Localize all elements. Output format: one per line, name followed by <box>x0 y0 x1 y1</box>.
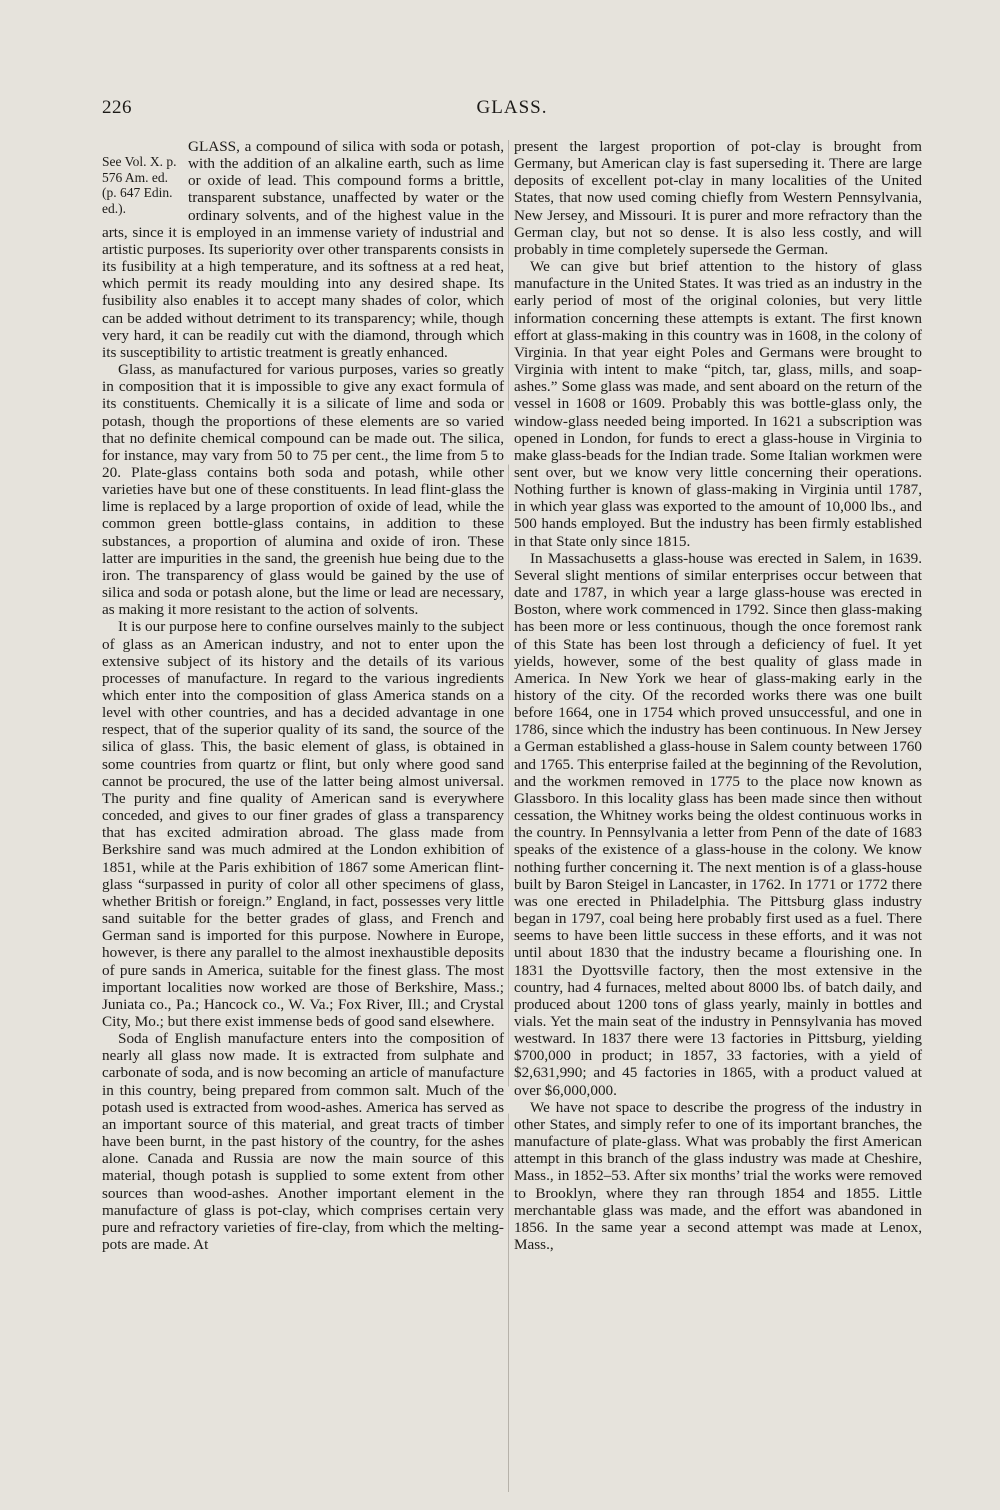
paragraph: It is our purpose here to confine ourselves mainly to the subject of glass as an American industry, and not to enter upon the extensive subject of its history and the details of its various processes of manufacture. In regard to the various ingredients which enter into the composition of glass America stands on a level with other countries, and has a decided advantage in one respect, that of the superior quality of its sand, the source of the silica of glass. This, the basic element of glass, is obtained in some countries from quartz or flint, but only where good sand cannot be procured, the use of the latter being almost universal. The purity and fine quality of American sand is everywhere conceded, and gives to our finer grades of glass a transparency that has excited admiration abroad. The glass made from Berkshire sand was much admired at the London exhibition of 1851, while at the Paris exhibition of 1867 some American flint-glass “surpassed in purity of color all other specimens of glass, whether British or foreign.” England, in fact, possesses very little sand suitable for the better grades of glass, and French and German sand is imported for this purpose. Nowhere in Europe, however, is there any parallel to the almost inexhaustible deposits of pure sands in America, suitable for the finest glass. The most important localities now worked are those of Berkshire, Mass.; Juniata co., Pa.; Hancock co., W. Va.; Fox River, Ill.; and Crystal City, Mo.; but there exist immense beds of good sand elsewhere. <box>102 618 504 1030</box>
paragraph: In Massachusetts a glass-house was erected in Salem, in 1639. Several slight mentions of similar enterprises occur between that date and 1787, in which year a large glass-house was erected in Boston, where work commenced in 1792. Since then glass-making has been more or less continuous, though the once foremost rank of this State has been lost through a deficiency of fuel. It yet yields, however, some of the best quality of glass made in America. In New York we hear of glass-making early in the history of the city. Of the recorded works there was one built before 1664, one in 1754 which proved unsuccessful, and one in 1786, since which the industry has been continuous. In New Jersey a German established a glass-house in Salem county between 1760 and 1765. This enterprise failed at the beginning of the Revolution, and the workmen removed in 1775 to the place now known as Glassboro. In this locality glass has been made since then without cessation, the Whitney works being the oldest continuous works in the country. In Pennsylvania a letter from Penn of the date of 1683 speaks of the existence of a glass-house in the colony. We know nothing further concerning it. The next mention is of a glass-house built by Baron Steigel in Lancaster, in 1762. In 1771 or 1772 there was one erected in Philadelphia. The Pittsburg glass industry began in 1797, coal being here probably first used as a fuel. There seems to have been little success in these efforts, and it was not until about 1830 that the industry became a flourishing one. In 1831 the Dyottsville factory, then the most extensive in the country, had 4 furnaces, melted about 8000 lbs. of batch daily, and produced about 1200 tons of glass yearly, mainly in bottles and vials. Yet the main seat of the industry in Pennsylvania has moved westward. In 1837 there were 13 factories in Pittsburg, yielding $700,000 in product; in 1857, 33 factories, with a yield of $2,631,990; and 45 factories in 1865, with a product valued at over $6,000,000. <box>514 549 923 1099</box>
margin-note: See Vol. X. p. 576 Am. ed. (p. 647 Edin. ed.). <box>102 154 177 216</box>
right-column <box>514 138 922 1253</box>
paragraph: Glass, as manufactured for various purposes, varies so greatly in composition that it is impossible to give any exact formula of its constituents. Chemically it is a silicate of lime and soda or potash, though the proportions of these elements are so varied that no definite chemical compound can be made out. The silica, for instance, may vary from 50 to 75 per cent., the lime from 5 to 20. Plate-glass contains both soda and potash, while other varieties have but one of these constituents. In lead flint-glass the lime is replaced by a large proportion of oxide of lead, while the common green bottle-glass contains, in addition to these substances, a proportion of alumina and oxide of iron. These latter are impurities in the sand, the greenish hue being due to the iron. The transparency of glass would be gained by the use of silica and soda or potash alone, but the lime or lead are necessary, as making it more resistant to the action of solvents. <box>102 361 504 619</box>
running-head: GLASS. <box>476 97 548 118</box>
page-number: 226 <box>102 97 132 118</box>
page-header <box>102 97 922 127</box>
paragraph-continued: present the largest proportion of pot-clay is brought from Germany, but American clay is fast superseding it. There are large deposits of excellent pot-clay in many localities of the United States, that now used coming chiefly from Western Pennsylvania, New Jersey, and Missouri. It is purer and more refractory than the German clay, but not so dense. It is also less costly, and will probably in time completely supersede the German. <box>514 138 922 258</box>
opening-text: a compound of silica with soda or potash, with the addition of an alkaline earth, such as lime or oxide of lead. This compound forms a brittle, transparent substance, unaffected by water or the ordinary solvents, and of the highest value in the arts, since it is employed in an immense variety of industrial and artistic purposes. Its superiority over other transparents consists in its fusibility at a high temperature, and its softness at a red heat, which permit its ready moulding into any desired shape. Its fusibility also enables it to accept many shades of color, which can be added without detriment to its transparency; while, though very hard, it can be readily cut with the diamond, through which its susceptibility to artistic treatment is greatly enhanced. <box>102 138 504 361</box>
headword: GLASS, <box>188 138 240 155</box>
article-opening-paragraph <box>102 138 504 361</box>
left-column <box>102 138 504 1253</box>
paragraph: Soda of English manufacture enters into the composition of nearly all glass now made. It is extracted from sulphate and carbonate of soda, and is now becoming an article of manufacture in this country, being prepared from common salt. Much of the potash used is extracted from wood-ashes. America has served as an important source of this material, and great tracts of timber have been burnt, in the past history of the country, for the ashes alone. Canada and Russia are now the main source of this material, though potash is supplied to some extent from other sources than wood-ashes. Another important element in the manufacture of glass is pot-clay, which comprises certain very pure and refractory varieties of fire-clay, from which the melting-pots are made. At <box>102 1030 504 1253</box>
paragraph: We have not space to describe the progress of the industry in other States, and simply refer to one of its important branches, the manufacture of plate-glass. What was probably the first American attempt in this branch of the glass industry was made at Cheshire, Mass., in 1852–53. After six months’ trial the works were removed to Brooklyn, where they ran through 1854 and 1855. Little merchantable glass was made, and the effort was abandoned in 1856. In the same year a second attempt was made at Lenox, Mass., <box>514 1098 922 1253</box>
column-divider <box>508 140 509 1492</box>
paragraph: We can give but brief attention to the history of glass manufacture in the United States. It was tried as an industry in the early period of most of the original colonies, but very little information concerning these attempts is extant. The first known effort at glass-making in this country was in 1608, in the colony of Virginia. In that year eight Poles and Germans were brought to Virginia with intent to make “pitch, tar, glass, mills, and soap-ashes.” Some glass was made, and sent aboard on the return of the vessel in 1608 or 1609. Probably this was bottle-glass only, the window-glass needed being imported. In 1621 a subscription was opened in London, for funds to erect a glass-house in Virginia to make glass-beads for the Indian trade. Some Italian workmen were sent over, but we know very little concerning their operations. Nothing further is known of glass-making in Virginia until 1787, in which year glass was exported to the amount of 10,000 lbs., and 500 hands employed. But the industry has been firmly established in that State only since 1815. <box>514 258 922 550</box>
